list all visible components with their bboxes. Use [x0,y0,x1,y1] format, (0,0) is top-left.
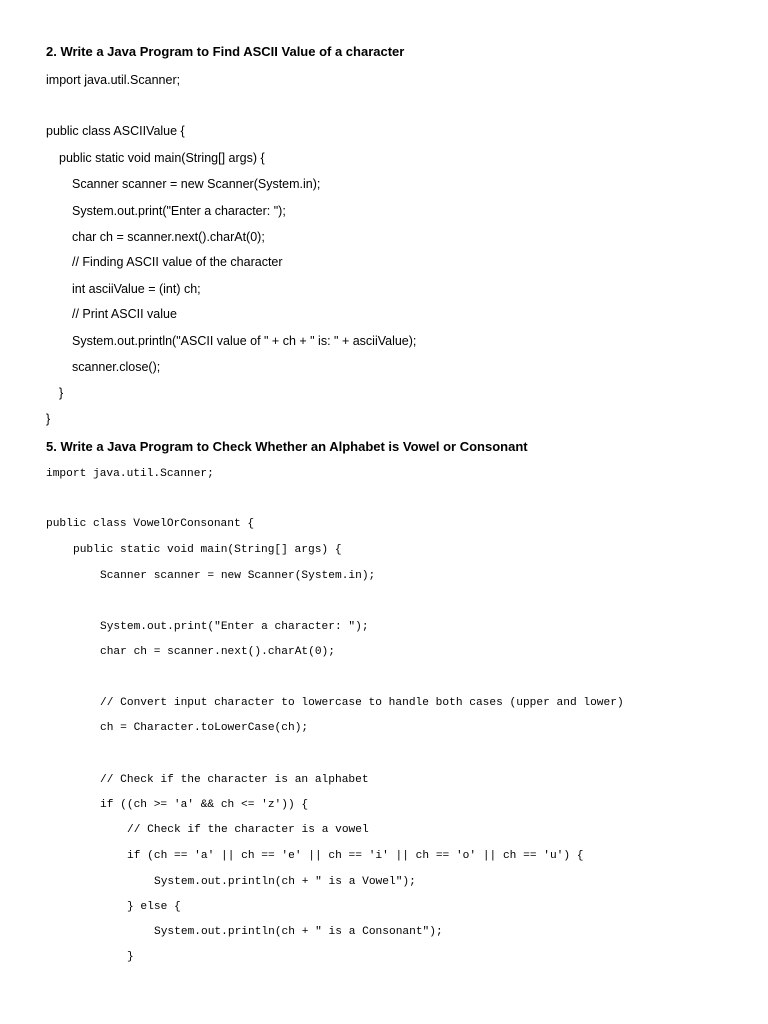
code-line: Scanner scanner = new Scanner(System.in); [100,570,376,582]
code-line: scanner.close(); [72,360,161,374]
code-line: int asciiValue = (int) ch; [72,282,201,296]
code-line: System.out.println(ch + " is a Consonant"); [154,926,443,938]
code-line: } else { [127,901,181,913]
code-line: System.out.println(ch + " is a Vowel"); [154,876,416,888]
code-line: Scanner scanner = new Scanner(System.in); [72,177,321,191]
code-comment: // Check if the character is an alphabet [100,774,369,786]
code-line: public class ASCIIValue { [46,124,185,138]
code-line: ch = Character.toLowerCase(ch); [100,722,309,734]
code-line: } [127,951,134,963]
section-2-heading: 5. Write a Java Program to Check Whether an Alphabet is Vowel or Consonant [46,439,528,454]
code-line: import java.util.Scanner; [46,73,181,87]
code-line: public static void main(String[] args) { [59,151,265,165]
code-line: char ch = scanner.next().charAt(0); [100,646,335,658]
code-comment: // Check if the character is a vowel [127,824,369,836]
code-line: System.out.println("ASCII value of " + ch + " is: " + asciiValue); [72,334,417,348]
section-1-heading: 2. Write a Java Program to Find ASCII Value of a character [46,44,405,59]
code-line: if (ch == 'a' || ch == 'e' || ch == 'i' || ch == 'o' || ch == 'u') { [127,850,584,862]
code-line: } [46,412,51,426]
code-line: } [59,386,64,400]
code-comment: // Print ASCII value [72,307,177,321]
code-line: public static void main(String[] args) { [73,544,342,556]
code-line: if ((ch >= 'a' && ch <= 'z')) { [100,799,309,811]
code-line: char ch = scanner.next().charAt(0); [72,230,265,244]
code-line: public class VowelOrConsonant { [46,518,255,530]
code-line: System.out.print("Enter a character: "); [72,204,286,218]
code-comment: // Finding ASCII value of the character [72,255,283,269]
code-line: import java.util.Scanner; [46,468,214,480]
code-comment: // Convert input character to lowercase to handle both cases (upper and lower) [100,697,624,709]
code-line: System.out.print("Enter a character: "); [100,621,369,633]
